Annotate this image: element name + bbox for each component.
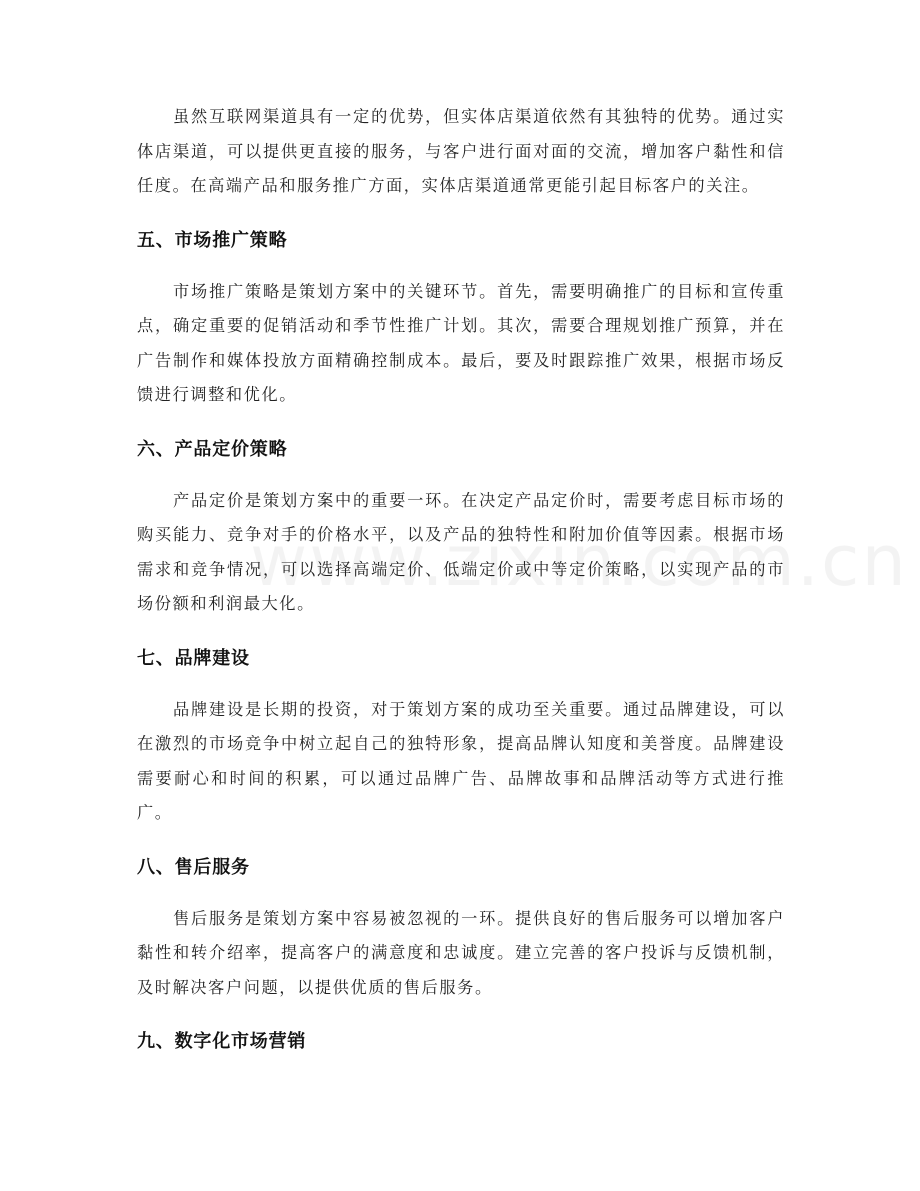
heading-product-pricing: 六、产品定价策略 [137, 438, 288, 460]
paragraph-brand-building: 品牌建设是长期的投资，对于策划方案的成功至关重要。通过品牌建设，可以在激烈的市场竞争中树立起自己的独特形象，提高品牌认知度和美誉度。品牌建设需要耐心和时间的积累，可以通过品牌广告、品牌故事和品牌活动等方式进行推广。 [137, 699, 785, 822]
paragraph-product-pricing: 产品定价是策划方案中的重要一环。在决定产品定价时，需要考虑目标市场的购买能力、竞争对手的价格水平，以及产品的独特性和附加价值等因素。根据市场需求和竞争情况，可以选择高端定价、低端定价或中等定价策略，以实现产品的市场份额和利润最大化。 [137, 490, 785, 613]
paragraph-physical-store-channel: 虽然互联网渠道具有一定的优势，但实体店渠道依然有其独特的优势。通过实体店渠道，可以提供更直接的服务，与客户进行面对面的交流，增加客户黏性和信任度。在高端产品和服务推广方面，实体店渠道通常更能引起目标客户的关注。 [137, 107, 785, 195]
heading-digital-marketing: 九、数字化市场营销 [137, 1031, 307, 1052]
paragraph-market-promotion: 市场推广策略是策划方案中的关键环节。首先，需要明确推广的目标和宣传重点，确定重要的促销活动和季节性推广计划。其次，需要合理规划推广预算，并在广告制作和媒体投放方面精确控制成本。最后，要及时跟踪推广效果，根据市场反馈进行调整和优化。 [137, 281, 785, 404]
heading-market-promotion: 五、市场推广策略 [137, 229, 288, 251]
paragraph-after-sales: 售后服务是策划方案中容易被忽视的一环。提供良好的售后服务可以增加客户黏性和转介绍率，提高客户的满意度和忠诚度。建立完善的客户投诉与反馈机制，及时解决客户问题，以提供优质的售后服务。 [137, 908, 785, 997]
document-body [137, 100, 785, 1057]
heading-brand-building: 七、品牌建设 [137, 647, 250, 669]
heading-after-sales: 八、售后服务 [137, 856, 250, 878]
